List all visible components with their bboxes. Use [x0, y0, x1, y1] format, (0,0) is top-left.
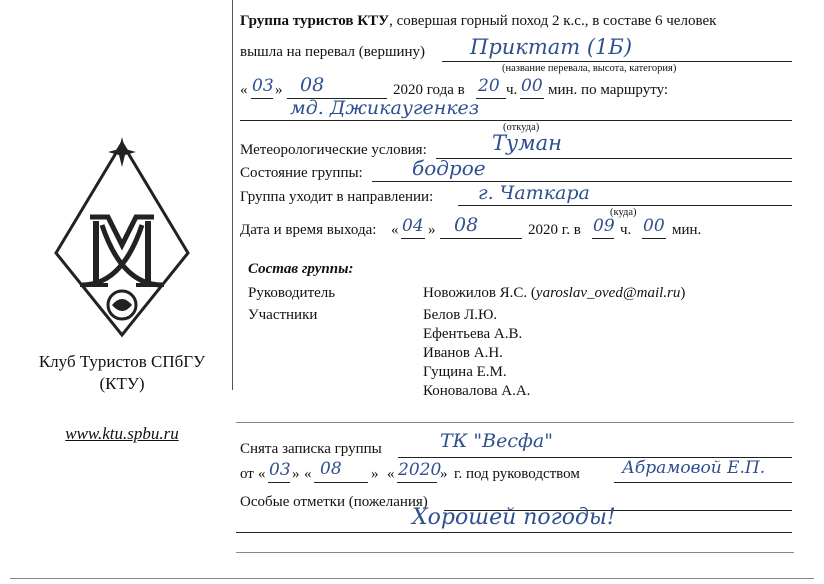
removed-from-label: от — [240, 466, 254, 482]
club-website[interactable]: www.ktu.spbu.ru — [65, 424, 179, 443]
departure-q-open: « — [391, 222, 399, 238]
leader-email[interactable]: yaroslav_oved@mail.ru — [535, 285, 681, 301]
logo-letters: КТУ — [121, 195, 123, 196]
roster-title: Состав группы: — [248, 261, 354, 277]
club-logo — [50, 135, 195, 340]
star-icon — [108, 137, 136, 167]
departure-q-close: » — [428, 222, 436, 238]
header-bold: Группа туристов КТУ — [240, 13, 390, 29]
departure-minutes: 00 — [643, 216, 665, 236]
removed-q1-open: « — [258, 466, 266, 482]
member-list — [423, 306, 530, 401]
list-item: Коновалова А.А. — [423, 383, 531, 399]
removed-q2-open: « — [304, 466, 312, 482]
from-value: мд. Джикаугенкез — [290, 97, 480, 119]
arrival-day: 03 — [252, 76, 274, 96]
notes-value: Хорошей погоды! — [412, 505, 616, 530]
leader-close: ) — [680, 285, 686, 301]
members-label: Участники — [248, 307, 318, 323]
departure-month: 08 — [454, 214, 479, 236]
removed-year: 2020 — [398, 460, 442, 480]
condition-value: бодрое — [412, 156, 486, 180]
pass-caption: (название перевала, высота, категория) — [502, 63, 677, 74]
condition-label: Состояние группы: — [240, 165, 363, 181]
direction-caption: (куда) — [610, 207, 637, 218]
departure-year-text: 2020 г. в — [528, 222, 581, 238]
leader-info — [423, 284, 685, 302]
removed-q3-open: « — [387, 466, 395, 482]
pass-value: Приктат (1Б) — [470, 35, 633, 59]
weather-value: Туман — [492, 131, 562, 155]
from-caption: (откуда) — [503, 122, 540, 133]
arrival-q-close: » — [275, 82, 283, 98]
direction-value: г. Чаткара — [478, 182, 590, 204]
column-divider — [232, 0, 233, 390]
list-item: Иванов А.Н. — [423, 345, 503, 361]
departure-min-suffix: мин. — [672, 222, 702, 238]
removed-label: Снята записка группы — [240, 441, 382, 457]
list-item: Гущина Е.М. — [423, 364, 507, 380]
departure-hour: 09 — [593, 216, 615, 236]
removed-q1-close: » — [292, 466, 300, 482]
removed-leader: Абрамовой Е.П. — [622, 458, 766, 478]
removed-value: ТК "Весфа" — [440, 430, 553, 452]
arrival-q-open: « — [240, 82, 248, 98]
leader-name: Новожилов Я.С. ( — [423, 285, 536, 301]
arrival-hour-suffix: ч. — [506, 82, 518, 98]
removed-year-suffix: г. под руководством — [454, 466, 580, 482]
direction-label: Группа уходит в направлении: — [240, 189, 434, 205]
removed-q2-close: » — [371, 466, 379, 482]
departure-hour-suffix: ч. — [620, 222, 632, 238]
removed-day: 03 — [269, 460, 291, 480]
list-item: Белов Л.Ю. — [423, 307, 498, 323]
notes-label: Особые отметки (пожелания) — [240, 494, 428, 510]
header-line — [240, 12, 716, 30]
leader-label: Руководитель — [248, 285, 336, 301]
club-name: Клуб Туристов СПбГУ — [38, 352, 206, 371]
list-item: Ефентьева А.В. — [423, 326, 523, 342]
arrival-year-text: 2020 года в — [393, 82, 465, 98]
departure-day: 04 — [402, 216, 424, 236]
arrival-minutes: 00 — [521, 76, 543, 96]
arrival-hour: 20 — [478, 76, 500, 96]
header-rest: , совершая горный поход 2 к.с., в составе 6 человек — [389, 13, 717, 29]
club-abbrev: (КТУ) — [99, 374, 145, 393]
weather-label: Метеорологические условия: — [240, 142, 427, 158]
arrival-tail: мин. по маршруту: — [548, 82, 669, 98]
removed-month: 08 — [320, 459, 342, 479]
pass-label: вышла на перевал (вершину) — [240, 44, 426, 60]
removed-q3-close: » — [440, 466, 448, 482]
arrival-month: 08 — [300, 74, 325, 96]
departure-label: Дата и время выхода: — [240, 222, 377, 238]
